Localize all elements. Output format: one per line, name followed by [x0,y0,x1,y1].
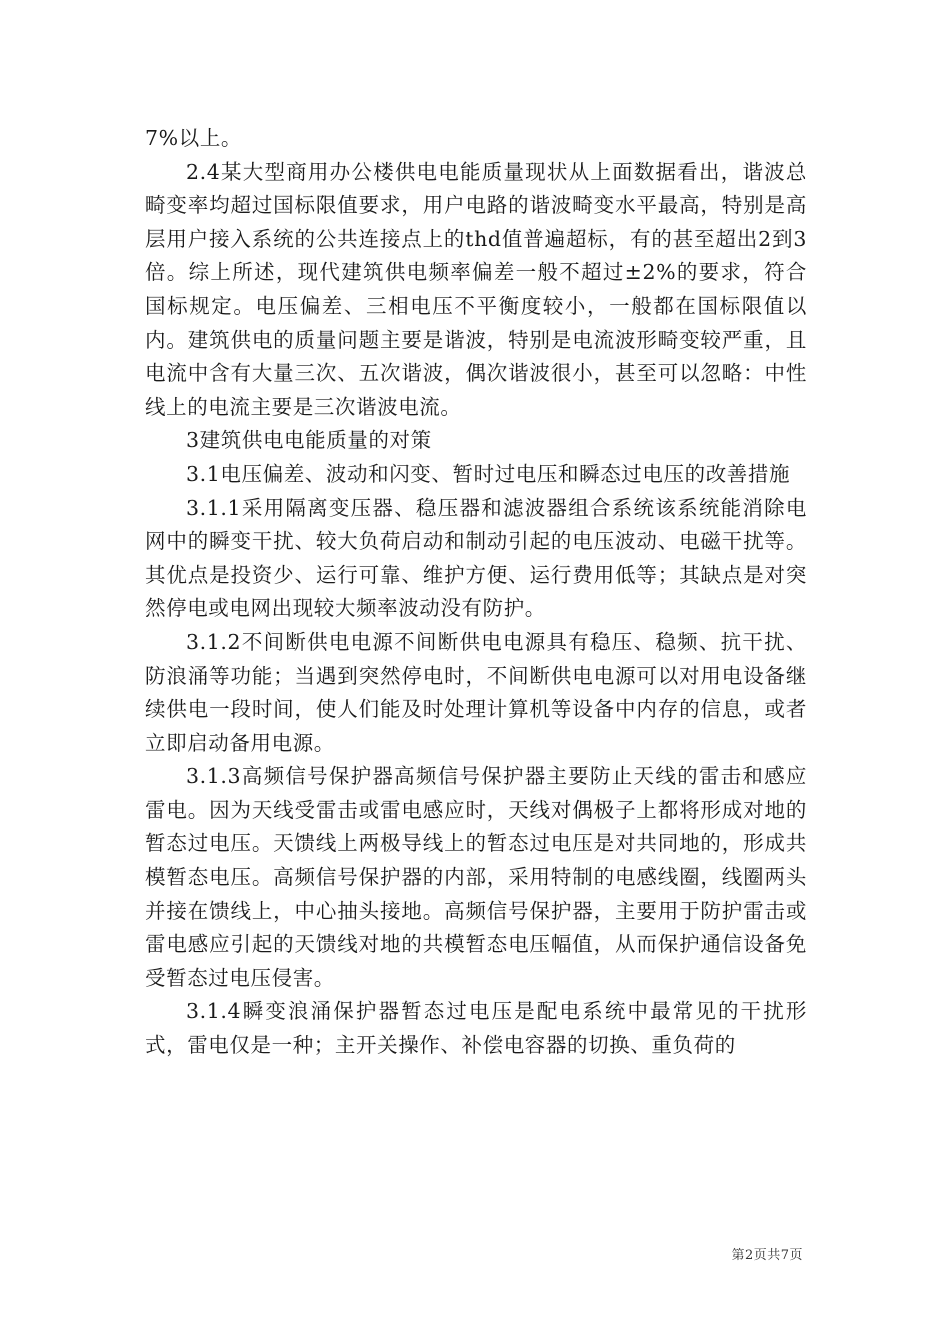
paragraph-2-4: 2.4某大型商用办公楼供电电能质量现状从上面数据看出，谐波总畸变率均超过国标限值要求，用户电路的谐波畸变水平最高，特别是高层用户接入系统的公共连接点上的thd值普遍超标，有的甚至超出2到3倍。综上所述，现代建筑供电频率偏差一般不超过±2%的要求，符合国标规定。电压偏差、三相电压不平衡度较小，一般都在国标限值以内。建筑供电的质量问题主要是谐波，特别是电流波形畸变较严重，且电流中含有大量三次、五次谐波，偶次谐波很小，甚至可以忽略：中性线上的电流主要是三次谐波电流。 [145,159,807,419]
document-body [145,122,807,1063]
subsection-heading-3-1: 3.1电压偏差、波动和闪变、暂时过电压和瞬态过电压的改善措施 [186,461,791,486]
paragraph-3-1-1: 3.1.1采用隔离变压器、稳压器和滤波器组合系统该系统能消除电网中的瞬变干扰、较大负荷启动和制动引起的电压波动、电磁干扰等。其优点是投资少、运行可靠、维护方便、运行费用低等；其缺点是对突然停电或电网出现较大频率波动没有防护。 [145,495,807,621]
paragraph-3-1-4: 3.1.4瞬变浪涌保护器暂态过电压是配电系统中最常见的干扰形式，雷电仅是一种；主开关操作、补偿电容器的切换、重负荷的 [145,999,807,1058]
paragraph-3-1-2: 3.1.2不间断供电电源不间断供电电源具有稳压、稳频、抗干扰、防浪涌等功能；当遇到突然停电时，不间断供电电源可以对用电设备继续供电一段时间，使人们能及时处理计算机等设备中内存的信息，或者立即启动备用电源。 [145,629,807,755]
paragraph-3-1-3: 3.1.3高频信号保护器高频信号保护器主要防止天线的雷击和感应雷电。因为天线受雷击或雷电感应时，天线对偶极子上都将形成对地的暂态过电压。天馈线上两极导线上的暂态过电压是对共同地的，形成共模暂态电压。高频信号保护器的内部，采用特制的电感线圈，线圈两头并接在馈线上，中心抽头接地。高频信号保护器，主要用于防护雷击或雷电感应引起的天馈线对地的共模暂态电压幅值，从而保护通信设备免受暂态过电压侵害。 [145,764,807,990]
section-heading-3: 3建筑供电电能质量的对策 [186,428,432,453]
page-number: 第2页共7页 [731,1248,803,1263]
paragraph-continuation: 7%以上。 [145,126,243,150]
